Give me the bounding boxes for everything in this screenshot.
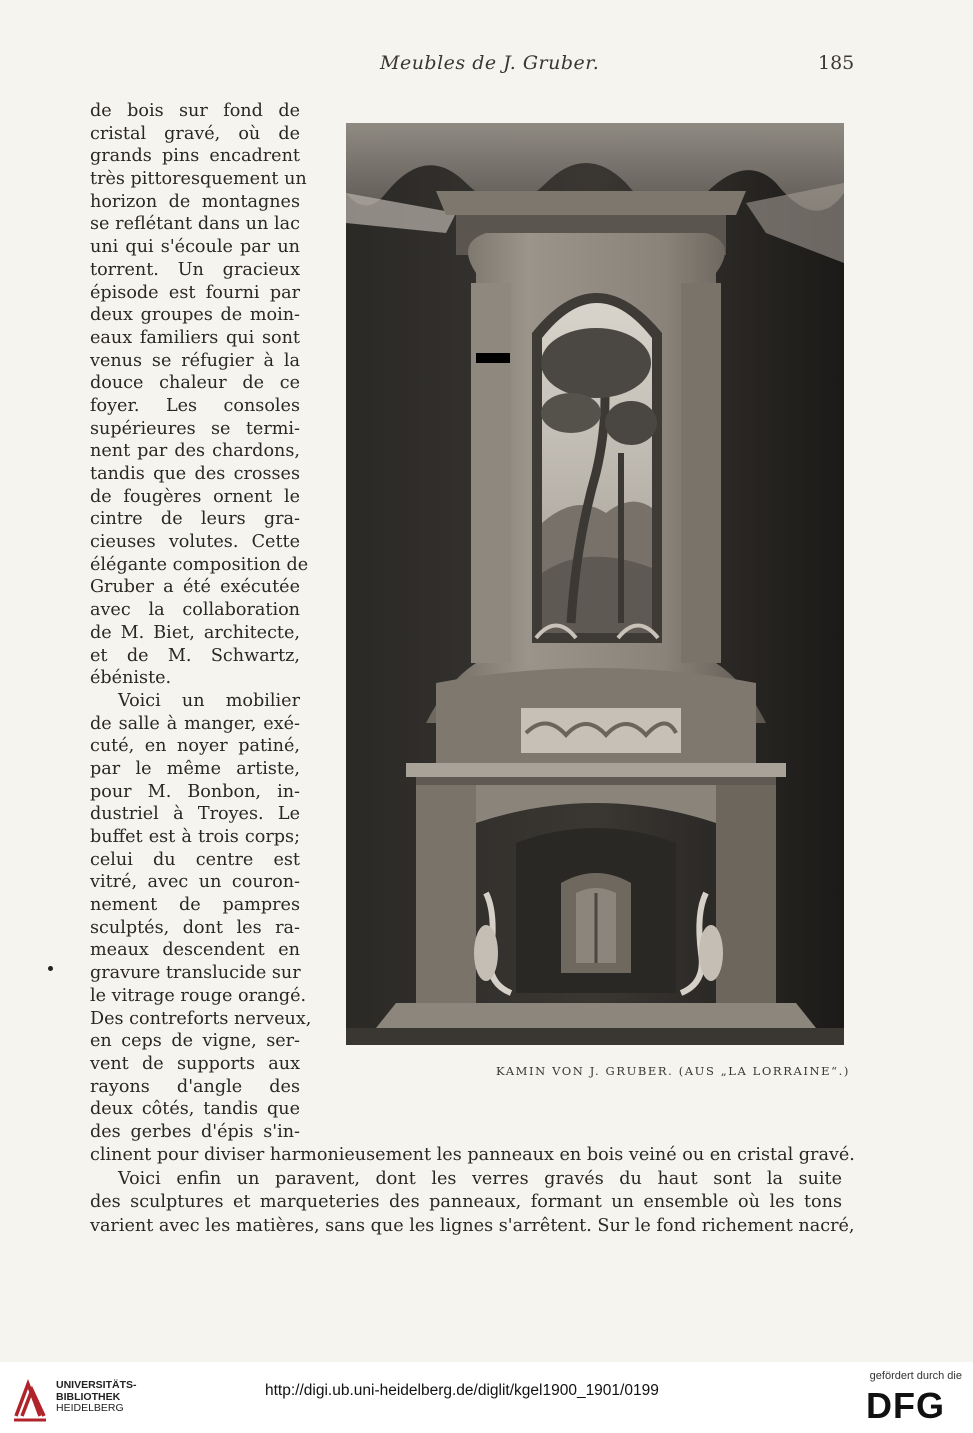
column-text-line: grands pins encadrent <box>90 146 300 167</box>
column-text-line: tandis que des crosses <box>90 464 300 484</box>
column-text-line: Gruber a été exécutée <box>90 577 300 598</box>
column-text-line: en ceps de vigne, ser- <box>90 1031 300 1052</box>
column-text-line: élégante composition de <box>90 554 309 575</box>
full-text-line: des sculptures et marqueteries des panneaux, formant un ensemble où les tons <box>90 1192 842 1212</box>
column-text-line: eaux familiers qui sont <box>90 327 300 348</box>
library-name <box>56 1380 137 1415</box>
margin-mark <box>48 966 53 971</box>
column-text-line: épisode est fourni par <box>90 282 300 303</box>
figure-caption: KAMIN VON J. GRUBER. (AUS „LA LORRAINE“.) <box>496 1064 850 1078</box>
full-text-line: Voici enfin un paravent, dont les verres gravés du haut sont la suite <box>118 1168 842 1189</box>
column-text-line: par le même artiste, <box>90 758 300 779</box>
column-text-line: vitré, avec un couron- <box>90 872 300 893</box>
column-text-line: de salle à manger, exé- <box>90 713 300 734</box>
running-title: Meubles de J. Gruber. <box>380 52 600 74</box>
column-text-line: nement de pampres <box>90 895 300 916</box>
column-text-line: Voici un mobilier <box>118 690 300 711</box>
library-name-line3: HEIDELBERG <box>56 1402 124 1414</box>
column-text-line: torrent. Un gracieux <box>90 259 300 280</box>
dfg-logo: DFG <box>866 1385 945 1426</box>
column-text-line: nent par des chardons, <box>90 441 300 462</box>
column-text-line: cieuses volutes. Cette <box>90 532 300 553</box>
fireplace-illustration <box>346 123 844 1045</box>
column-text-line: meaux descendent en <box>90 940 300 961</box>
library-name-line1: UNIVERSITÄTS- <box>56 1379 137 1391</box>
column-text-line: se reflétant dans un lac <box>90 214 300 235</box>
column-text-line: de bois sur fond de <box>90 101 300 121</box>
column-text-line: foyer. Les consoles <box>90 395 300 416</box>
column-text-line: dustriel à Troyes. Le <box>90 804 300 825</box>
column-text-line: le vitrage rouge orangé. <box>90 985 307 1006</box>
column-text-line: rayons d'angle des <box>90 1076 300 1097</box>
column-text-line: avec la collaboration <box>90 600 300 621</box>
column-text-line: des gerbes d'épis s'in- <box>90 1121 300 1142</box>
narrow-column-text <box>90 100 312 1144</box>
column-text-line: venus se réfugier à la <box>90 350 300 371</box>
column-text-line: sculptés, dont les ra- <box>90 917 300 938</box>
column-text-line: cintre de leurs gra- <box>90 509 300 530</box>
university-library-logo-icon <box>10 1372 50 1424</box>
column-text-line: vent de supports aux <box>90 1053 300 1074</box>
library-name-line2: BIBLIOTHEK <box>56 1390 121 1403</box>
column-text-line: pour M. Bonbon, in- <box>90 781 300 802</box>
column-text-line: buffet est à trois corps; <box>90 827 300 847</box>
column-text-line: deux côtés, tandis que <box>90 1099 300 1120</box>
column-text-line: de M. Biet, architecte, <box>90 622 300 643</box>
column-text-line: cristal gravé, où de <box>90 123 300 144</box>
column-text-line: supérieures se termi- <box>90 418 300 439</box>
full-width-text <box>90 1144 855 1238</box>
column-text-line: douce chaleur de ce <box>90 373 300 394</box>
column-text-line: celui du centre est <box>90 849 300 870</box>
column-text-line: et de M. Schwartz, <box>90 645 300 666</box>
column-text-line: horizon de montagnes <box>90 191 300 212</box>
digitization-footer <box>0 1362 973 1433</box>
column-text-line: Des contreforts nerveux, <box>90 1008 312 1029</box>
full-text-line: varient avec les matières, sans que les lignes s'arrêtent. Sur le fond richement nacré, <box>90 1215 855 1236</box>
full-text-line: clinent pour diviser harmonieusement les panneaux en bois veiné ou en cristal gravé. <box>90 1145 855 1165</box>
page-number: 185 <box>818 52 855 74</box>
column-text-line: très pittoresquement un <box>90 169 307 190</box>
column-text-line: de fougères ornent le <box>90 486 300 507</box>
fireplace-photograph <box>346 123 844 1045</box>
column-text-line: cuté, en noyer patiné, <box>90 736 300 757</box>
column-text-line: ébéniste. <box>90 668 172 689</box>
column-text-line: uni qui s'écoule par un <box>90 237 300 258</box>
permalink-url[interactable]: http://digi.ub.uni-heidelberg.de/diglit/kgel1900_1901/0199 <box>265 1382 659 1399</box>
column-text-line: gravure translucide sur <box>90 963 301 984</box>
running-head <box>0 52 973 78</box>
column-text-line: deux groupes de moin- <box>90 305 300 326</box>
funded-by-label: gefördert durch die <box>869 1370 962 1382</box>
